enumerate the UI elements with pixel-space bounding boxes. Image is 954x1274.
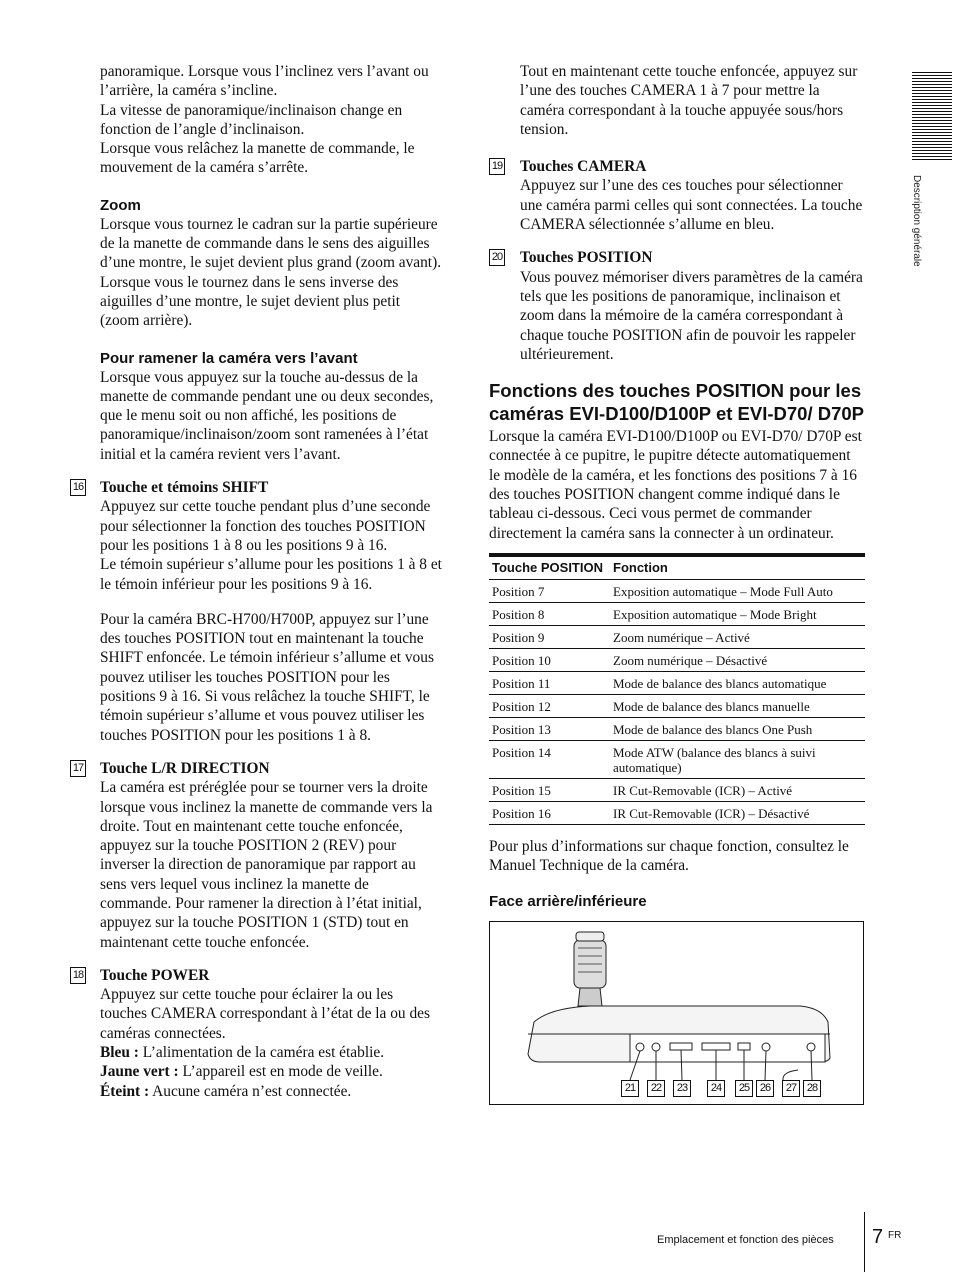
item-title: Touche POWER: [100, 966, 210, 984]
item-number: 18: [70, 967, 86, 984]
position-cell: Position 11: [489, 671, 610, 694]
item-text: Vous pouvez mémoriser divers paramètres de la caméra tels que les positions de panoramique, inclinaison et zoom dans la mémoire de la caméra correspondant à chaque touche POSITION afin de pouvoir les rappeler ultérieurement.: [520, 268, 863, 363]
function-cell: Zoom numérique – Activé: [610, 625, 865, 648]
column-header: Touche POSITION: [489, 555, 610, 580]
reset-text: Lorsque vous appuyez sur la touche au-dessus de la manette de commande pendant une ou deux secondes, que le menu soit ou non affiché, les positions de panoramique/inclinaison/zoom sont ramenées à l’état initial et la caméra revient vers l’avant.: [100, 368, 434, 463]
footer-divider: [864, 1212, 865, 1272]
table-row: [489, 740, 865, 778]
item-number: 16: [70, 479, 86, 496]
table-body: [489, 579, 865, 824]
section-text: Lorsque la caméra EVI-D100/D100P ou EVI-D70/ D70P est connectée à ce pupitre, le pupitre détecte automatiquement le modèle de la caméra, et les fonctions des positions 7 à 16 des touches POSITION changent comme indiqué dans le tableau ci-dessous. Ceci vous permet de commander directement la caméra sans la connecter à un ordinateur.: [489, 428, 862, 542]
position-cell: Position 8: [489, 602, 610, 625]
table-row: [489, 579, 865, 602]
face-heading: Face arrière/inférieure: [489, 892, 647, 910]
position-table: [489, 553, 865, 825]
status-text: L’alimentation de la caméra est établie.: [138, 1044, 385, 1062]
table-row: [489, 801, 865, 824]
position-cell: Position 13: [489, 717, 610, 740]
zoom-heading: Zoom: [100, 196, 141, 214]
marker-21: 21: [621, 1080, 639, 1097]
table-header-row: [489, 555, 865, 580]
reset-section: [100, 349, 442, 464]
reset-heading: Pour ramener la caméra vers l’avant: [100, 349, 358, 367]
zoom-section: [100, 196, 442, 331]
item-17: [72, 759, 442, 952]
position-cell: Position 14: [489, 740, 610, 778]
intro-paragraph: La vitesse de panoramique/inclinaison change en fonction de l’angle d’inclinaison.: [100, 101, 403, 138]
page-language-code: FR: [888, 1230, 902, 1241]
item-text: Appuyez sur l’une des ces touches pour sélectionner une caméra parmi celles qui sont connectées. La touche CAMERA sélectionnée s’allume en bleu.: [520, 177, 863, 234]
position-cell: Position 15: [489, 778, 610, 801]
intro-paragraph: Tout en maintenant cette touche enfoncée, appuyez sur l’une des touches CAMERA 1 à 7 pour mettre la caméra correspondant à la touche appuyée sous/hors tension.: [520, 63, 858, 138]
function-cell: Zoom numérique – Désactivé: [610, 648, 865, 671]
page-number: 7: [872, 1226, 884, 1248]
zoom-text: Lorsque vous tournez le cadran sur la partie supérieure de la manette de commande dans le sens des aiguilles d’une montre, le sujet devient plus grand (zoom avant). Lorsque vous le tournez dans le sens inverse des aiguilles d’une montre, le sujet devient plus petit (zoom arrière).: [100, 215, 442, 330]
item-number: 19: [489, 158, 505, 175]
intro-paragraph: panoramique. Lorsque vous l’inclinez vers l’avant ou l’arrière, la caméra s’incline.: [100, 63, 429, 100]
status-text: L’appareil est en mode de veille.: [178, 1063, 383, 1081]
table-row: [489, 671, 865, 694]
function-cell: Exposition automatique – Mode Bright: [610, 602, 865, 625]
position-cell: Position 7: [489, 579, 610, 602]
item-number: 17: [70, 760, 86, 777]
controller-illustration: [490, 922, 863, 1104]
item-20: [489, 248, 865, 364]
column-header: Fonction: [610, 555, 865, 580]
section-heading: Fonctions des touches POSITION pour les caméras EVI-D100/D100P et EVI-D70/ D70P: [489, 380, 865, 424]
status-label: Bleu :: [100, 1044, 139, 1062]
table-row: [489, 648, 865, 671]
status-label: Éteint :: [100, 1082, 150, 1100]
table-row: [489, 778, 865, 801]
marker-22: 22: [647, 1080, 665, 1097]
left-column: [72, 62, 442, 1101]
marker-25: 25: [735, 1080, 753, 1097]
function-cell: Exposition automatique – Mode Full Auto: [610, 579, 865, 602]
sidebar-section-label: Description générale: [911, 175, 922, 267]
marker-26: 26: [756, 1080, 774, 1097]
item-title: Touches POSITION: [520, 249, 653, 267]
marker-24: 24: [707, 1080, 725, 1097]
item-text: Le témoin supérieur s’allume pour les positions 1 à 8 et le témoin inférieur pour les positions 9 à 16.: [100, 556, 442, 593]
footer-section-title: Emplacement et fonction des pièces: [657, 1234, 834, 1246]
item-text: Appuyez sur cette touche pendant plus d’une seconde pour sélectionner la fonction des touches POSITION pour les positions 1 à 8 ou les positions 9 à 16.: [100, 498, 431, 554]
position-cell: Position 12: [489, 694, 610, 717]
table-row: [489, 625, 865, 648]
right-column: [489, 62, 865, 1105]
status-label: Jaune vert :: [100, 1063, 179, 1081]
intro-paragraph: Lorsque vous relâchez la manette de commande, le mouvement de la caméra s’arrête.: [100, 140, 415, 177]
table-row: [489, 694, 865, 717]
item-text: La caméra est préréglée pour se tourner vers la droite lorsque vous inclinez la manette de commande vers la droite. Tout en maintenant cette touche enfoncée, appuyez sur la touche POSITION 2 (REV) pour inverser la direction de panoramique par rapport au sens vers lequel vous inclinez la manette de commande. Pour ramener la direction à l’état initial, appuyez sur la touche POSITION 1 (STD) tout en maintenant cette touche enfoncée.: [100, 779, 433, 951]
function-cell: Mode de balance des blancs manuelle: [610, 694, 865, 717]
item-16: [72, 478, 442, 745]
status-line: [100, 1043, 442, 1062]
function-cell: Mode ATW (balance des blancs à suivi automatique): [610, 740, 865, 778]
function-cell: IR Cut-Removable (ICR) – Désactivé: [610, 801, 865, 824]
item-title: Touche L/R DIRECTION: [100, 759, 270, 777]
marker-28: 28: [803, 1080, 821, 1097]
status-line: [100, 1062, 442, 1081]
item-text: Pour la caméra BRC-H700/H700P, appuyez sur l’une des touches POSITION tout en maintenant la touche SHIFT enfoncée. Le témoin inférieur s’allume et vous pouvez utiliser les touches POSITION pour les positions 9 à 16. Si vous relâchez la touche SHIFT, le témoin supérieur s’allume et vous pouvez utiliser les touches POSITION pour les positions 1 à 8.: [100, 610, 434, 744]
position-cell: Position 16: [489, 801, 610, 824]
table-row: [489, 602, 865, 625]
status-line: [100, 1082, 442, 1101]
item-18: [72, 966, 442, 1101]
item-19: [489, 157, 865, 234]
after-table-text: Pour plus d’informations sur chaque fonction, consultez le Manuel Technique de la caméra.: [489, 837, 849, 875]
item-title: Touches CAMERA: [520, 158, 647, 176]
function-cell: Mode de balance des blancs One Push: [610, 717, 865, 740]
item-title: Touche et témoins SHIFT: [100, 479, 269, 497]
rear-panel-figure: [489, 921, 864, 1105]
marker-27: 27: [782, 1080, 800, 1097]
marker-23: 23: [673, 1080, 691, 1097]
sidebar-rule-decoration: [912, 72, 952, 162]
function-cell: IR Cut-Removable (ICR) – Activé: [610, 778, 865, 801]
table-row: [489, 717, 865, 740]
position-cell: Position 9: [489, 625, 610, 648]
function-cell: Mode de balance des blancs automatique: [610, 671, 865, 694]
item-text: Appuyez sur cette touche pour éclairer la ou les touches CAMERA correspondant à l’état de la ou des caméras connectées.: [100, 986, 430, 1042]
item-number: 20: [489, 249, 505, 266]
status-text: Aucune caméra n’est connectée.: [149, 1082, 352, 1100]
position-cell: Position 10: [489, 648, 610, 671]
